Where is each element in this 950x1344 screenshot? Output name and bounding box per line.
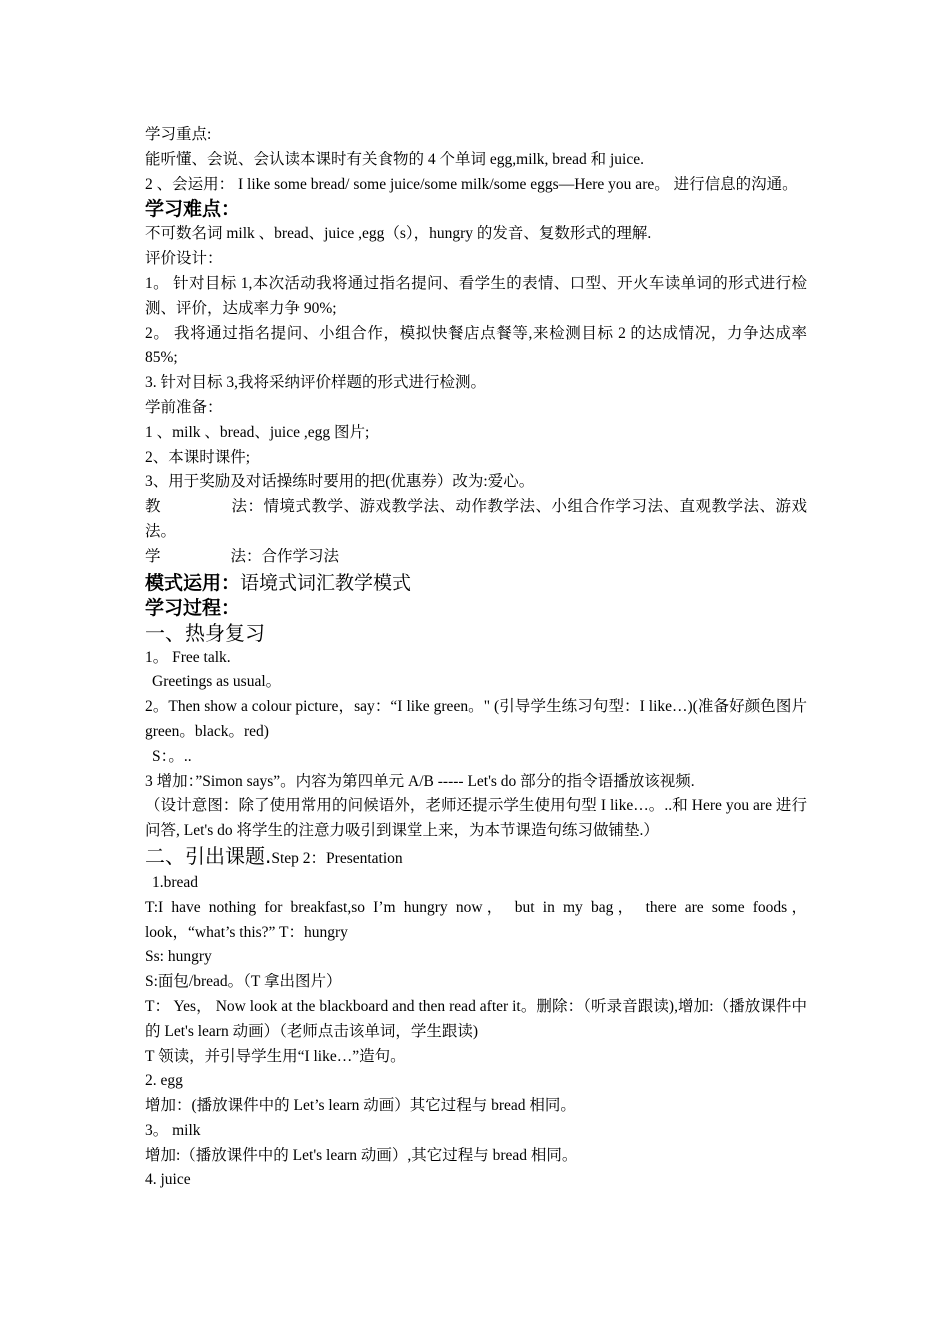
- preparation-item-1: 1 、milk 、bread、juice ,egg 图片;: [145, 423, 370, 441]
- egg-note: 增加：(播放课件中的 Let’s learn 动画）其它过程与 bread 相同。: [145, 1097, 576, 1115]
- word-egg: 2. egg: [145, 1072, 183, 1090]
- bread-student: S:面包/bread。（T 拿出图片）: [145, 973, 342, 991]
- warmup-heading: 一、热身复习: [145, 620, 265, 645]
- warmup-item-1: 1。 Free talk.: [145, 648, 231, 666]
- preparation-item-3: 3、用于奖励及对话操练时要用的把(优惠券）改为:爱心。: [145, 473, 535, 491]
- bread-students: Ss: hungry: [145, 948, 212, 966]
- key-points-heading: 学习重点:: [145, 126, 212, 143]
- bread-teacher-line: T:I have nothing for breakfast,so I’m hungry now， but in my bag， there are some foods，look，“what’s this?” T：hungry: [145, 898, 807, 941]
- word-milk: 3。 milk: [145, 1121, 201, 1139]
- mode-label: 模式运用：: [145, 571, 241, 594]
- presentation-heading-en: Step 2：Presentation: [271, 849, 403, 867]
- process-heading: 学习过程：: [145, 596, 241, 619]
- teaching-method-text: 法：情境式教学、游戏教学法、动作教学法、小组合作学习法、直观教学法、游戏法。: [145, 498, 807, 540]
- word-bread: 1.bread: [152, 873, 199, 891]
- evaluation-item-3: 3. 针对目标 3,我将采纳评价样题的形式进行检测。: [145, 374, 487, 392]
- preparation-item-2: 2、本课时课件;: [145, 448, 251, 466]
- evaluation-item-1: 1。 针对目标 1,本次活动我将通过指名提问、看学生的表情、口型、开火车读单词的形式进行检测、评价，达成率力争 90%;: [145, 274, 807, 317]
- mode-text: 语境式词汇教学模式: [240, 571, 412, 594]
- word-juice: 4. juice: [145, 1171, 191, 1189]
- evaluation-item-2: 2。 我将通过指名提问、小组合作，模拟快餐店点餐等,来检测目标 2 的达成情况，力争达成率 85%;: [145, 324, 807, 367]
- presentation-heading: [145, 844, 807, 871]
- warmup-student: S：。..: [152, 747, 192, 765]
- design-intent: （设计意图：除了使用常用的问候语外，老师还提示学生使用句型 I like…。..和 Here you are 进行问答, Let's do 将学生的注意力吸引到课堂上来，为本节课造句练习做铺垫.）: [145, 797, 807, 840]
- evaluation-heading: 评价设计：: [145, 250, 223, 268]
- warmup-item-2: 2。Then show a colour picture，say：“I like green。" (引导学生练习句型：I like…)(准备好颜色图片 green。black。red): [145, 698, 807, 740]
- learning-method-label: 学: [145, 547, 161, 565]
- document-page: [145, 123, 807, 1193]
- teaching-method-label: 教: [145, 498, 161, 516]
- bread-teacher-lead: T 领读，并引导学生用“I like…”造句。: [145, 1047, 406, 1065]
- bread-teacher-yes: T： Yes， Now look at the blackboard and then read after it。删除：（听录音跟读),增加:（播放课件中的 Let's learn 动画）（老师点击该单词，学生跟读): [145, 997, 807, 1040]
- difficulties-text: 不可数名词 milk 、bread、juice ,egg（s），hungry 的发音、复数形式的理解.: [145, 225, 652, 243]
- preparation-heading: 学前准备：: [145, 398, 223, 416]
- milk-note: 增加:（播放课件中的 Let's learn 动画）,其它过程与 bread 相同。: [145, 1146, 578, 1164]
- mode-heading: [145, 570, 807, 596]
- key-points-line-1: 能听懂、会说、会认读本课时有关食物的 4 个单词 egg,milk, bread 和 juice.: [145, 150, 644, 168]
- presentation-heading-cn: 二、引出课题.: [145, 843, 272, 868]
- difficulties-heading: 学习难点：: [145, 198, 241, 221]
- warmup-greetings: Greetings as usual。: [152, 673, 282, 691]
- warmup-item-3: 3 增加：”Simon says”。内容为第四单元 A/B ----- Let's do 部分的指令语播放该视频.: [145, 772, 695, 790]
- teaching-method: [145, 495, 807, 545]
- learning-method: [145, 545, 807, 570]
- learning-method-text: 法：合作学习法: [230, 547, 340, 565]
- key-points-line-2: 2 、会运用： I like some bread/ some juice/some milk/some eggs—Here you are。 进行信息的沟通。: [145, 175, 798, 193]
